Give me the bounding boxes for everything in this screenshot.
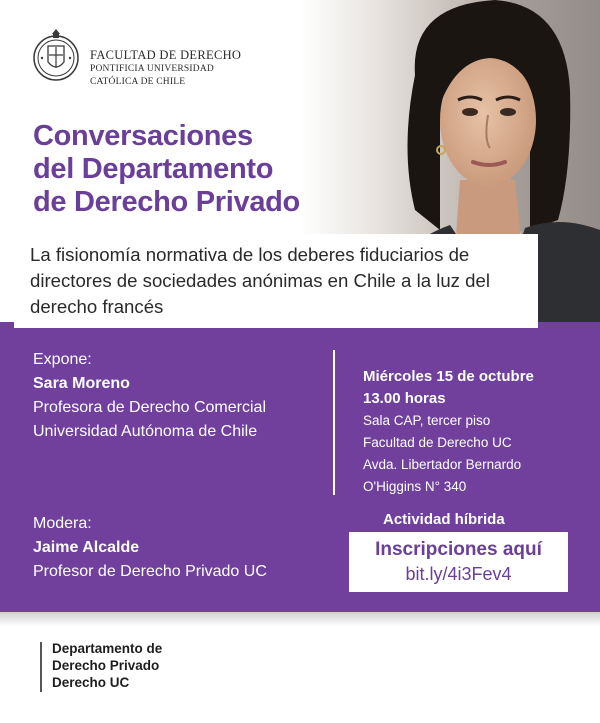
event-modality: Actividad híbrida [383,511,505,528]
department-footer [52,640,162,691]
university-name-line1: PONTIFICIA UNIVERSIDAD [90,64,214,74]
moderator-block [33,512,267,584]
university-crest-logo [32,26,80,90]
title-line: del Departamento [33,153,274,185]
event-details [363,366,534,498]
vertical-divider [333,350,335,495]
footer-line: Derecho UC [52,675,130,690]
speaker-block [33,348,266,444]
event-location-line: Sala CAP, tercer piso [363,413,491,428]
event-series-title [33,120,333,219]
moderator-label: Modera: [33,515,92,532]
moderator-role: Profesor de Derecho Privado UC [33,563,267,580]
title-line: Conversaciones [33,120,253,152]
registration-title: Inscripciones aquí [375,539,542,560]
speaker-name: Sara Moreno [33,375,130,392]
event-location-line: Avda. Libertador Bernardo [363,457,522,472]
university-name-line2: CATÓLICA DE CHILE [90,77,186,87]
speaker-institution: Universidad Autónoma de Chile [33,423,258,440]
footer-line: Departamento de [52,641,163,656]
footer-line: Derecho Privado [52,658,160,673]
event-date: Miércoles 15 de octubre [363,368,534,385]
faculty-name: FACULTAD DE DERECHO [90,48,242,62]
band-shadow [0,612,600,626]
faculty-name-block [90,49,241,88]
event-location-line: Facultad de Derecho UC [363,435,512,450]
event-time: 13.00 horas [363,390,446,407]
speaker-label: Expone: [33,351,92,368]
title-line: de Derecho Privado [33,186,300,218]
talk-title: La fisionomía normativa de los deberes fiduciarios de directores de sociedades anónimas en Chile a la luz del derecho francés [30,244,490,317]
moderator-name: Jaime Alcalde [33,539,140,556]
footer-divider [40,642,42,692]
speaker-role: Profesora de Derecho Comercial [33,399,266,416]
registration-box[interactable] [349,532,568,592]
event-location-line: O'Higgins N° 340 [363,479,467,494]
talk-title-box [14,234,538,328]
registration-link[interactable]: bit.ly/4i3Fev4 [405,564,512,584]
